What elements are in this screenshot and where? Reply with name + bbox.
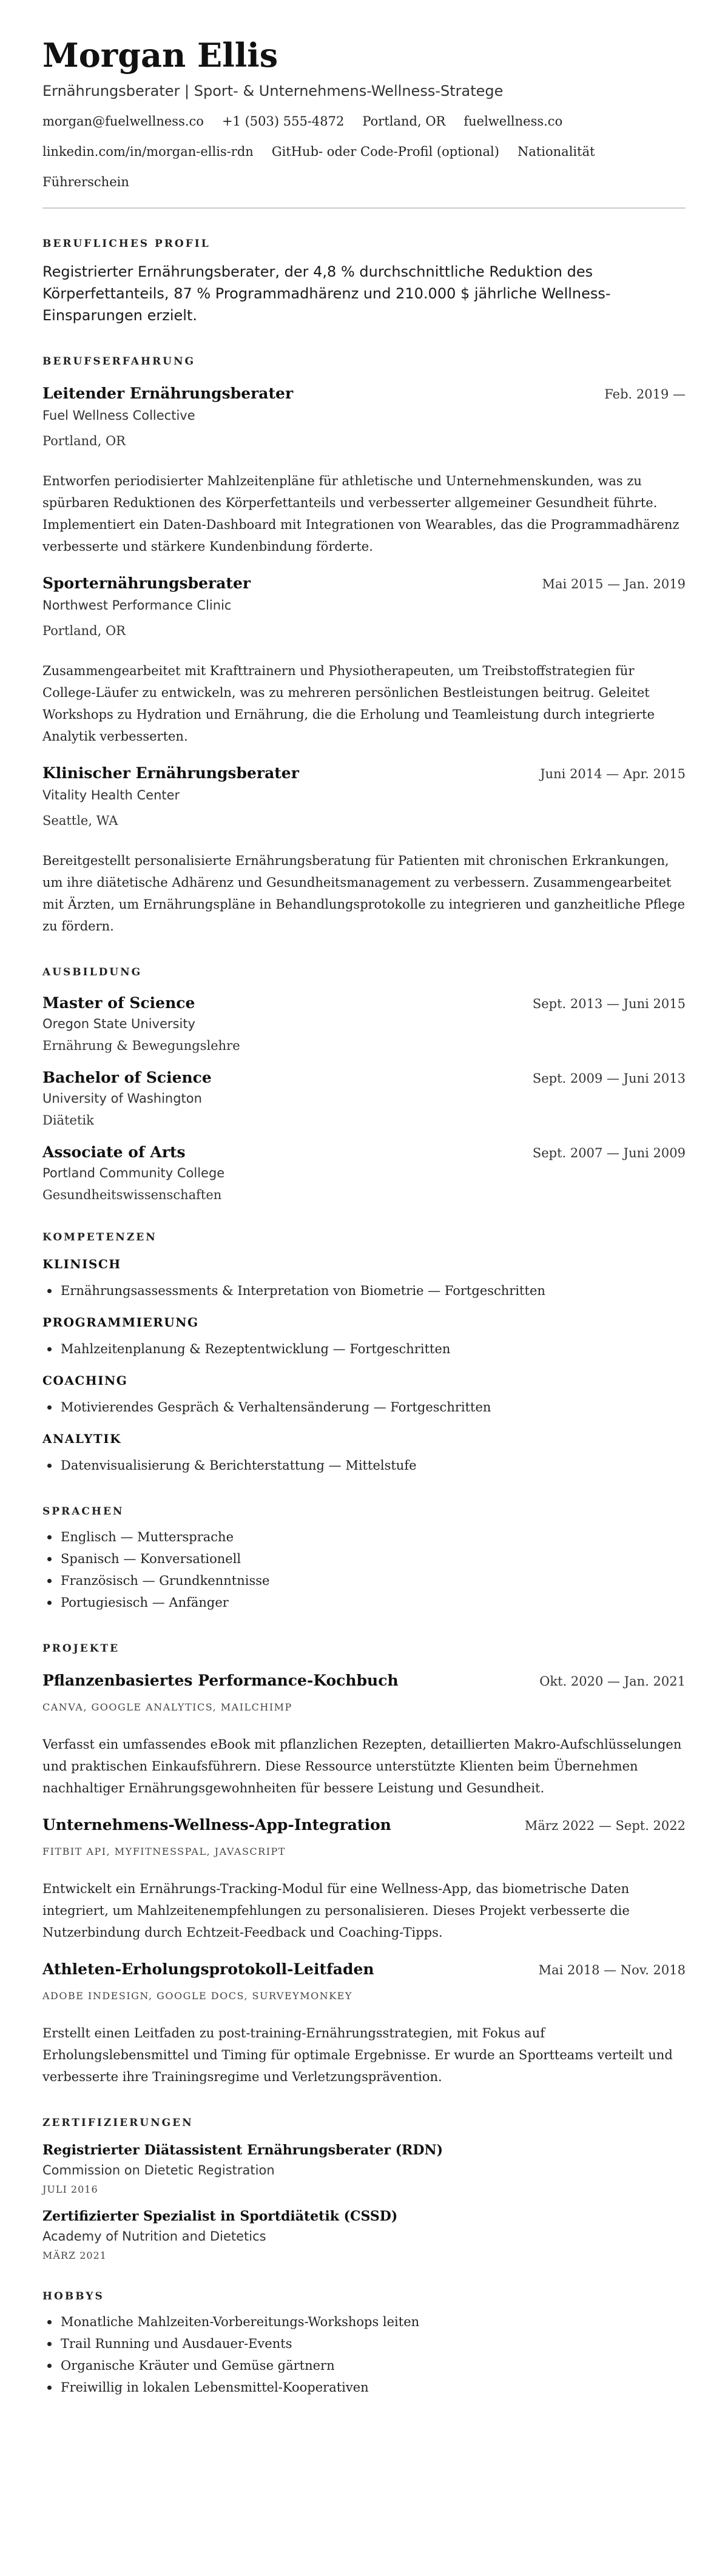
- candidate-name: Morgan Ellis: [42, 36, 278, 75]
- job-location: Seattle, WA: [42, 813, 118, 829]
- hobby-list: [42, 2311, 686, 2398]
- hobbies-section: [42, 2290, 686, 2398]
- job-title: Sporternährungsberater: [42, 574, 251, 593]
- skill-category: [42, 1373, 686, 1418]
- project-description: Verfasst ein umfassendes eBook mit pflanzlichen Rezepten, detaillierten Makro-Aufschlüsselungen und praktischen Einkaufsführern. Diese Ressource unterstützte Klienten beim Übernehmen nachhaltiger Ernährungsgewohnheiten für bessere Leistung und Gesundheit.: [42, 1737, 682, 1796]
- language-list: [42, 1526, 686, 1613]
- job-entry: [42, 385, 686, 557]
- certification-date: MÄRZ 2021: [42, 2250, 107, 2262]
- education-date: Sept. 2013 — Juni 2015: [532, 997, 686, 1012]
- job-entry: [42, 764, 686, 937]
- language-item: Spanisch — Konversationell: [42, 1548, 686, 1570]
- job-date: Feb. 2019 —: [604, 387, 686, 402]
- project-description: Erstellt einen Leitfaden zu post-training-Ernährungsstrategien, mit Fokus auf Erholungslebensmittel und Timing für optimale Ergebnisse. Er wurde an Sportteams verteilt und verbesserte ihre Trainingsregime und Verletzungsprävention.: [42, 2026, 673, 2085]
- certification-entry: [42, 2142, 686, 2195]
- job-date: Mai 2015 — Jan. 2019: [542, 577, 686, 592]
- experience-section: [42, 355, 686, 937]
- project-tech: ADOBE INDESIGN, GOOGLE DOCS, SURVEYMONKEY: [42, 1990, 352, 2002]
- profile-summary: Registrierter Ernährungsberater, der 4,8 % durchschnittliche Reduktion des Körperfettanteils, 87 % Programmadhärenz und 210.000 $ jährliche Wellness-Einsparungen erzielt.: [42, 263, 611, 325]
- education-date: Sept. 2007 — Juni 2009: [532, 1146, 686, 1161]
- section-title: AUSBILDUNG: [42, 966, 143, 979]
- certification-title: Zertifizierter Spezialist in Sportdiätetik (CSSD): [42, 2208, 398, 2225]
- project-title: Pflanzenbasiertes Performance-Kochbuch: [42, 1672, 399, 1690]
- job-title: Leitender Ernährungsberater: [42, 385, 294, 403]
- job-location: Portland, OR: [42, 624, 126, 639]
- education-field: Gesundheitswissenschaften: [42, 1188, 222, 1203]
- skill-category-title: PROGRAMMIERUNG: [42, 1315, 199, 1330]
- languages-section: [42, 1505, 686, 1613]
- contact-website[interactable]: fuelwellness.co: [463, 114, 563, 129]
- skills-section: [42, 1231, 686, 1476]
- skill-list: [42, 1396, 686, 1418]
- education-school: Oregon State University: [42, 1017, 195, 1032]
- skill-category-title: KLINISCH: [42, 1257, 121, 1272]
- section-title: BERUFSERFAHRUNG: [42, 355, 196, 368]
- skill-item: Ernährungsassessments & Interpretation von Biometrie — Fortgeschritten: [42, 1280, 686, 1302]
- hobby-item: Trail Running und Ausdauer-Events: [42, 2333, 686, 2355]
- hobby-item: Freiwillig in lokalen Lebensmittel-Kooperativen: [42, 2376, 686, 2398]
- project-title: Unternehmens-Wellness-App-Integration: [42, 1816, 391, 1834]
- hobby-item: Monatliche Mahlzeiten-Vorbereitungs-Workshops leiten: [42, 2311, 686, 2333]
- contact-info: [42, 113, 686, 190]
- job-date: Juni 2014 — Apr. 2015: [540, 767, 686, 782]
- certification-org: Academy of Nutrition and Dietetics: [42, 2229, 266, 2244]
- profile-section: [42, 238, 686, 326]
- language-item: Englisch — Muttersprache: [42, 1526, 686, 1548]
- certification-org: Commission on Dietetic Registration: [42, 2163, 275, 2178]
- project-entry: [42, 1816, 686, 1943]
- contact-license: Führerschein: [42, 175, 129, 190]
- education-degree: Associate of Arts: [42, 1143, 186, 1162]
- section-title: KOMPETENZEN: [42, 1231, 157, 1244]
- education-section: [42, 966, 686, 1202]
- certification-title: Registrierter Diätassistent Ernährungsberater (RDN): [42, 2142, 443, 2159]
- education-school: University of Washington: [42, 1091, 202, 1106]
- contact-linkedin[interactable]: linkedin.com/in/morgan-ellis-rdn: [42, 144, 254, 160]
- project-date: März 2022 — Sept. 2022: [524, 1818, 686, 1834]
- job-location: Portland, OR: [42, 434, 126, 449]
- education-date: Sept. 2009 — Juni 2013: [532, 1071, 686, 1086]
- education-degree: Bachelor of Science: [42, 1069, 212, 1087]
- section-title: PROJEKTE: [42, 1643, 120, 1655]
- skill-item: Datenvisualisierung & Berichterstattung — Mittelstufe: [42, 1454, 686, 1476]
- job-company: Vitality Health Center: [42, 788, 180, 803]
- skill-list: [42, 1338, 686, 1360]
- certification-entry: [42, 2208, 686, 2261]
- language-item: Französisch — Grundkenntnisse: [42, 1570, 686, 1592]
- education-school: Portland Community College: [42, 1166, 225, 1181]
- section-title: BERUFLICHES PROFIL: [42, 238, 211, 251]
- education-degree: Master of Science: [42, 994, 195, 1012]
- project-tech: FITBIT API, MYFITNESSPAL, JAVASCRIPT: [42, 1846, 286, 1858]
- project-description: Entwickelt ein Ernährungs-Tracking-Modul für eine Wellness-App, das biometrische Daten integriert, um Mahlzeitenempfehlungen zu personalisieren. Dieses Projekt verbesserte die Nutzerbindung durch Echtzeit-Feedback und Coaching-Tipps.: [42, 1882, 630, 1940]
- contact-email[interactable]: morgan@fuelwellness.co: [42, 114, 204, 129]
- project-tech: CANVA, GOOGLE ANALYTICS, MAILCHIMP: [42, 1701, 292, 1713]
- project-entry: [42, 1672, 686, 1799]
- job-entry: [42, 574, 686, 747]
- skill-item: Mahlzeitenplanung & Rezeptentwicklung — Fortgeschritten: [42, 1338, 686, 1360]
- job-company: Fuel Wellness Collective: [42, 408, 195, 423]
- section-title: ZERTIFIZIERUNGEN: [42, 2117, 194, 2130]
- contact-location: Portland, OR: [362, 114, 446, 129]
- job-description: Bereitgestellt personalisierte Ernährungsberatung für Patienten mit chronischen Erkrankungen, um ihre diätetische Adhärenz und Gesundheitsmanagement zu verbessern. Zusammengearbeitet mit Ärzten, um Ernährungspläne in Behandlungsprotokolle zu integrieren und ganzheitliche Pflege zu fördern.: [42, 853, 686, 934]
- project-title: Athleten-Erholungsprotokoll-Leitfaden: [42, 1960, 374, 1979]
- education-entry: [42, 994, 686, 1053]
- skill-list: [42, 1280, 686, 1302]
- education-field: Ernährung & Bewegungslehre: [42, 1038, 240, 1054]
- certifications-section: [42, 2117, 686, 2261]
- projects-section: [42, 1643, 686, 2088]
- job-description: Zusammengearbeitet mit Krafttrainern und Physiotherapeuten, um Treibstoffstrategien für College-Läufer zu entwickeln, was zu mehreren persönlichen Bestleistungen beitrug. Geleitet Workshops zu Hydration und Ernährung, die die Erholung und Teamleistung durch integrierte Analytik verbesserten.: [42, 664, 655, 744]
- contact-nationality: Nationalität: [517, 144, 595, 160]
- project-date: Mai 2018 — Nov. 2018: [538, 1963, 686, 1978]
- skill-item: Motivierendes Gespräch & Verhaltensänderung — Fortgeschritten: [42, 1396, 686, 1418]
- job-title: Klinischer Ernährungsberater: [42, 764, 299, 782]
- skill-category: [42, 1315, 686, 1360]
- contact-github[interactable]: GitHub- oder Code-Profil (optional): [271, 144, 499, 160]
- section-title: SPRACHEN: [42, 1505, 124, 1518]
- skill-category-title: ANALYTIK: [42, 1431, 121, 1447]
- skill-list: [42, 1454, 686, 1476]
- skill-category: [42, 1257, 686, 1302]
- resume-header: [42, 36, 686, 209]
- candidate-headline: Ernährungsberater | Sport- & Unternehmens-Wellness-Stratege: [42, 82, 504, 100]
- certification-date: JULI 2016: [42, 2184, 98, 2196]
- hobby-item: Organische Kräuter und Gemüse gärtnern: [42, 2355, 686, 2376]
- job-description: Entworfen periodisierter Mahlzeitenpläne für athletische und Unternehmenskunden, was zu spürbaren Reduktionen des Körperfettanteils und verbesserter allgemeiner Gesundheit führte. Implementiert ein Daten-Dashboard mit Integrationen von Wearables, das die Programmadhärenz verbesserte und stärkere Kundenbindung förderte.: [42, 474, 679, 554]
- education-entry: [42, 1143, 686, 1202]
- language-item: Portugiesisch — Anfänger: [42, 1592, 686, 1613]
- education-field: Diätetik: [42, 1113, 94, 1128]
- job-company: Northwest Performance Clinic: [42, 598, 232, 613]
- skill-category: [42, 1431, 686, 1476]
- education-entry: [42, 1069, 686, 1128]
- project-entry: [42, 1960, 686, 2088]
- skill-category-title: COACHING: [42, 1373, 128, 1388]
- header-divider: [42, 207, 686, 209]
- section-title: HOBBYS: [42, 2290, 104, 2303]
- contact-phone[interactable]: +1 (503) 555-4872: [221, 114, 345, 129]
- project-date: Okt. 2020 — Jan. 2021: [539, 1674, 686, 1689]
